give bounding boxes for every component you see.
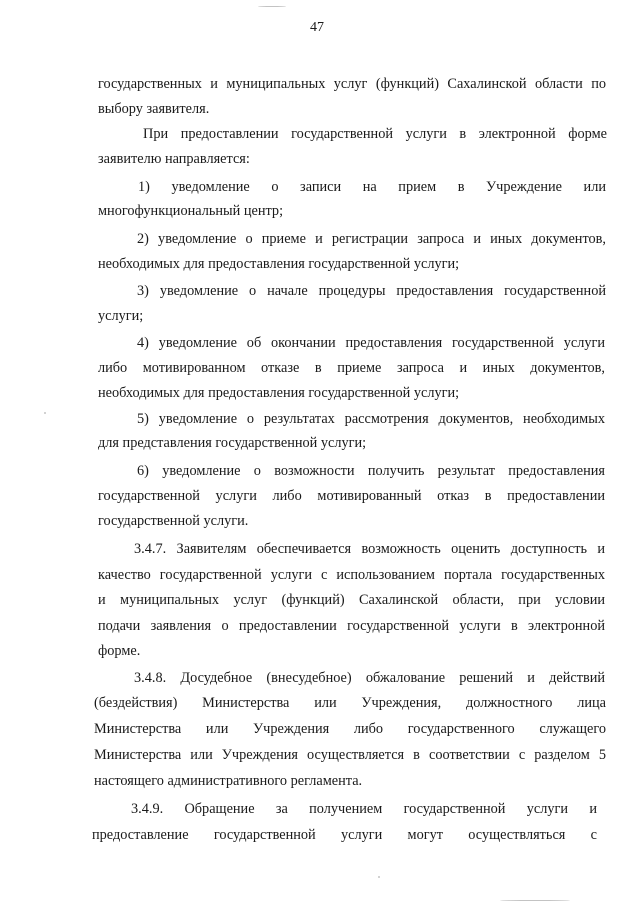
text-line: выбору заявителя. xyxy=(98,101,210,117)
text-line: 4) уведомление об окончании предоставления государственной услуги xyxy=(137,335,605,351)
text-line: 3.4.7. Заявителям обеспечивается возможность оценить доступность и xyxy=(134,541,605,557)
text-line: настоящего административного регламента. xyxy=(94,773,363,789)
text-line: предоставление государственной услуги могут осуществляться с xyxy=(92,827,597,843)
text-line: качество государственной услуги с использованием портала государственных xyxy=(98,567,605,583)
text-line: услуги; xyxy=(98,308,144,324)
scan-speck xyxy=(378,876,380,878)
text-line: государственной услуги либо мотивированный отказ в предоставлении xyxy=(98,488,605,504)
text-line: либо мотивированном отказе в приеме запроса и иных документов, xyxy=(98,360,605,376)
scan-speck xyxy=(258,6,286,7)
text-line: Министерства или Учреждения осуществляется в соответствии с разделом 5 xyxy=(94,747,606,763)
text-line: государственной услуги. xyxy=(98,513,249,529)
text-line: 6) уведомление о возможности получить результат предоставления xyxy=(137,463,605,479)
scan-speck xyxy=(44,412,46,414)
text-line: необходимых для предоставления государственной услуги; xyxy=(98,256,460,272)
text-line: 3) уведомление о начале процедуры предоставления государственной xyxy=(137,283,606,299)
page-number: 47 xyxy=(310,20,324,35)
text-line: (бездействия) Министерства или Учреждения, должностного лица xyxy=(94,695,606,711)
text-line: При предоставлении государственной услуги в электронной форме xyxy=(143,126,607,142)
text-line: 2) уведомление о приеме и регистрации запроса и иных документов, xyxy=(137,231,606,247)
text-line: 1) уведомление о записи на прием в Учреждение или xyxy=(138,179,606,195)
text-line: 5) уведомление о результатах рассмотрения документов, необходимых xyxy=(137,411,605,427)
text-line: подачи заявления о предоставлении государственной услуги в электронной xyxy=(98,618,605,634)
text-line: Министерства или Учреждения либо государственного служащего xyxy=(94,721,606,737)
text-line: многофункциональный центр; xyxy=(98,203,284,219)
text-line: государственных и муниципальных услуг (функций) Сахалинской области по xyxy=(98,76,606,92)
text-line: заявителю направляется: xyxy=(98,151,250,167)
text-line: для представления государственной услуги; xyxy=(98,435,367,451)
text-line: и муниципальных услуг (функций) Сахалинской области, при условии xyxy=(98,592,605,608)
text-line: форме. xyxy=(98,643,141,659)
scan-speck xyxy=(500,900,570,901)
text-line: 3.4.8. Досудебное (внесудебное) обжалование решений и действий xyxy=(134,670,605,686)
text-line: необходимых для предоставления государственной услуги; xyxy=(98,385,460,401)
text-line: 3.4.9. Обращение за получением государственной услуги и xyxy=(131,801,597,817)
